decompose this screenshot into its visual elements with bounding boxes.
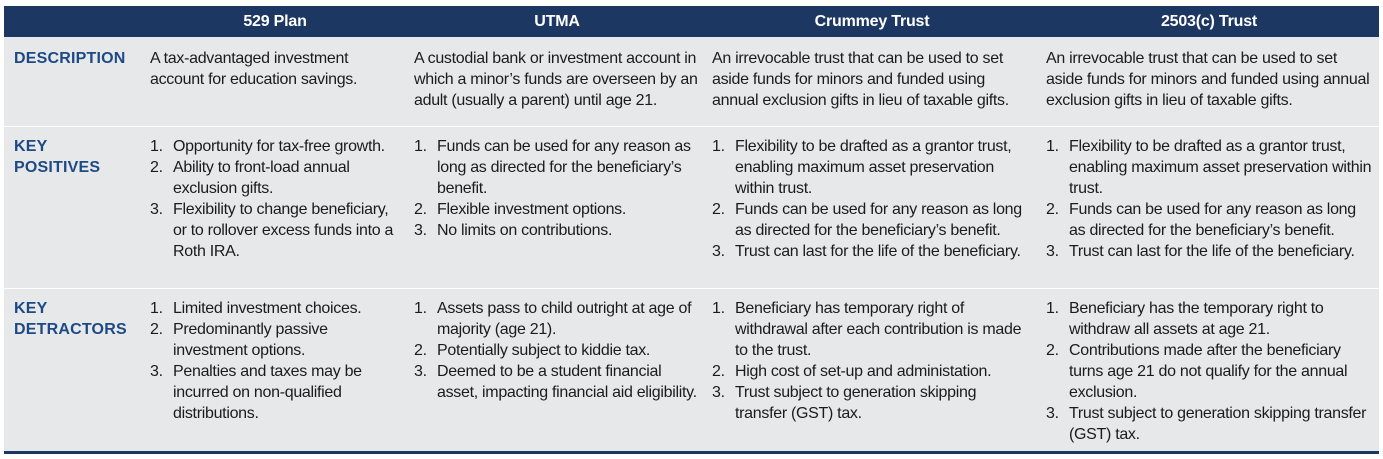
list-item: 3. No limits on contributions. (414, 222, 613, 239)
numbered-list (414, 136, 700, 241)
list-item-text: Flexible investment options. (437, 201, 627, 218)
list-item-text: Deemed to be a student financial asset, impacting financial aid eligibility. (437, 363, 697, 401)
cell-description-utma (414, 48, 700, 111)
table-row-key-detractors (4, 289, 1379, 451)
cell-key-detractors-529-plan (150, 298, 400, 424)
numbered-list (1046, 136, 1372, 262)
list-item: 1. Flexibility to be drafted as a grantor trust, enabling maximum asset preservation within trust. (1046, 138, 1372, 197)
column-header-2503c-trust: 2503(c) Trust (1160, 13, 1258, 30)
list-item: 1. Funds can be used for any reason as long as directed for the beneficiary’s benefit. (414, 138, 691, 197)
numbered-list (150, 136, 400, 262)
list-item-text: Opportunity for tax-free growth. (173, 138, 385, 155)
list-item-text: Beneficiary has the temporary right to withdraw all assets at age 21. (1069, 300, 1324, 338)
table-row-key-positives (4, 127, 1379, 288)
cell-text: An irrevocable trust that can be used to set aside funds for minors and funded using annual exclusion gifts in lieu of taxable gifts. (1046, 50, 1370, 109)
list-item-text: Flexibility to be drafted as a grantor trust, enabling maximum asset preservation within trust. (1069, 138, 1372, 197)
list-item: 1. Assets pass to child outright at age of majority (age 21). (414, 300, 692, 338)
list-item: 3. Flexibility to change beneficiary, or to rollover excess funds into a Roth IRA. (150, 201, 394, 260)
cell-key-positives-2503c-trust (1046, 136, 1372, 262)
list-item: 3. Trust subject to generation skipping transfer (GST) tax. (1046, 405, 1367, 443)
list-item: 2. Funds can be used for any reason as long as directed for the beneficiary’s benefit. (1046, 201, 1356, 239)
list-item-text: Trust can last for the life of the beneficiary. (735, 243, 1021, 260)
cell-description-2503c-trust (1046, 48, 1372, 111)
list-item: 3. Trust subject to generation skipping transfer (GST) tax. (712, 384, 977, 422)
row-label-key-positives: KEY POSITIVES (14, 138, 101, 176)
list-item-text: Ability to front-load annual exclusion gifts. (173, 159, 350, 197)
list-item: 3. Penalties and taxes may be incurred on non-qualified distributions. (150, 363, 362, 422)
list-item-text: Beneficiary has temporary right of withdrawal after each contribution is made to the trust. (735, 300, 1022, 359)
list-item-text: Trust subject to generation skipping transfer (GST) tax. (735, 384, 977, 422)
list-item-text: Flexibility to be drafted as a grantor trust, enabling maximum asset preservation within trust. (735, 138, 1012, 197)
list-item-text: Predominantly passive investment options. (173, 321, 328, 359)
list-item: 1. Opportunity for tax-free growth. (150, 138, 385, 155)
bottom-rule (4, 451, 1379, 454)
list-item-text: Trust subject to generation skipping transfer (GST) tax. (1069, 405, 1367, 443)
cell-key-detractors-crummey-trust (712, 298, 1032, 424)
list-item-text: Limited investment choices. (173, 300, 362, 317)
list-item: 1. Beneficiary has temporary right of withdrawal after each contribution is made to the trust. (712, 300, 1022, 359)
list-item: 2. High cost of set-up and administation. (712, 363, 992, 380)
list-item: 1. Limited investment choices. (150, 300, 362, 317)
list-item-text: Trust can last for the life of the beneficiary. (1069, 243, 1355, 260)
list-item: 2. Funds can be used for any reason as long as directed for the beneficiary’s benefit. (712, 201, 1022, 239)
table-header (4, 6, 1379, 37)
list-item: 2. Contributions made after the beneficiary turns age 21 do not qualify for the annual exclusion. (1046, 342, 1348, 401)
cell-text: A custodial bank or investment account in which a minor’s funds are overseen by an adult (usually a parent) until age 21. (414, 50, 698, 109)
cell-key-positives-utma (414, 136, 700, 241)
cell-key-detractors-utma (414, 298, 700, 403)
list-item-text: Funds can be used for any reason as long as directed for the beneficiary’s benefit. (437, 138, 691, 197)
cell-text: An irrevocable trust that can be used to set aside funds for minors and funded using annual exclusion gifts in lieu of taxable gifts. (712, 50, 1009, 109)
list-item-text: Contributions made after the beneficiary turns age 21 do not qualify for the annual exclusion. (1069, 342, 1348, 401)
list-item: 1. Beneficiary has the temporary right to withdraw all assets at age 21. (1046, 300, 1324, 338)
list-item: 2. Predominantly passive investment options. (150, 321, 328, 359)
cell-key-detractors-2503c-trust (1046, 298, 1372, 445)
list-item: 3. Trust can last for the life of the beneficiary. (1046, 243, 1355, 260)
list-item-text: High cost of set-up and administation. (735, 363, 992, 380)
list-item-text: Funds can be used for any reason as long as directed for the beneficiary’s benefit. (1069, 201, 1356, 239)
list-item: 1. Flexibility to be drafted as a grantor trust, enabling maximum asset preservation within trust. (712, 138, 1012, 197)
list-item-text: Assets pass to child outright at age of majority (age 21). (437, 300, 692, 338)
cell-description-crummey-trust (712, 48, 1032, 111)
list-item: 2. Flexible investment options. (414, 201, 627, 218)
numbered-list (712, 298, 1032, 424)
cell-key-positives-529-plan (150, 136, 400, 262)
numbered-list (712, 136, 1032, 262)
cell-key-positives-crummey-trust (712, 136, 1032, 262)
numbered-list (150, 298, 400, 424)
table-row-description (4, 37, 1379, 126)
list-item-text: Potentially subject to kiddie tax. (437, 342, 651, 359)
list-item-text: Penalties and taxes may be incurred on non-qualified distributions. (173, 363, 362, 422)
list-item: 2. Ability to front-load annual exclusion gifts. (150, 159, 350, 197)
list-item-text: Flexibility to change beneficiary, or to rollover excess funds into a Roth IRA. (173, 201, 394, 260)
row-label-description: DESCRIPTION (14, 50, 126, 67)
cell-text: A tax-advantaged investment account for education savings. (150, 50, 358, 88)
list-item: 3. Trust can last for the life of the beneficiary. (712, 243, 1021, 260)
list-item-text: Funds can be used for any reason as long as directed for the beneficiary’s benefit. (735, 201, 1022, 239)
list-item-text: No limits on contributions. (437, 222, 613, 239)
column-header-529-plan: 529 Plan (243, 13, 307, 30)
column-header-utma: UTMA (534, 13, 580, 30)
numbered-list (1046, 298, 1372, 445)
cell-description-529-plan (150, 48, 400, 90)
list-item: 2. Potentially subject to kiddie tax. (414, 342, 651, 359)
numbered-list (414, 298, 700, 403)
column-header-crummey-trust: Crummey Trust (814, 13, 930, 30)
row-label-key-detractors: KEY DETRACTORS (14, 300, 127, 338)
list-item: 3. Deemed to be a student financial asset, impacting financial aid eligibility. (414, 363, 697, 401)
